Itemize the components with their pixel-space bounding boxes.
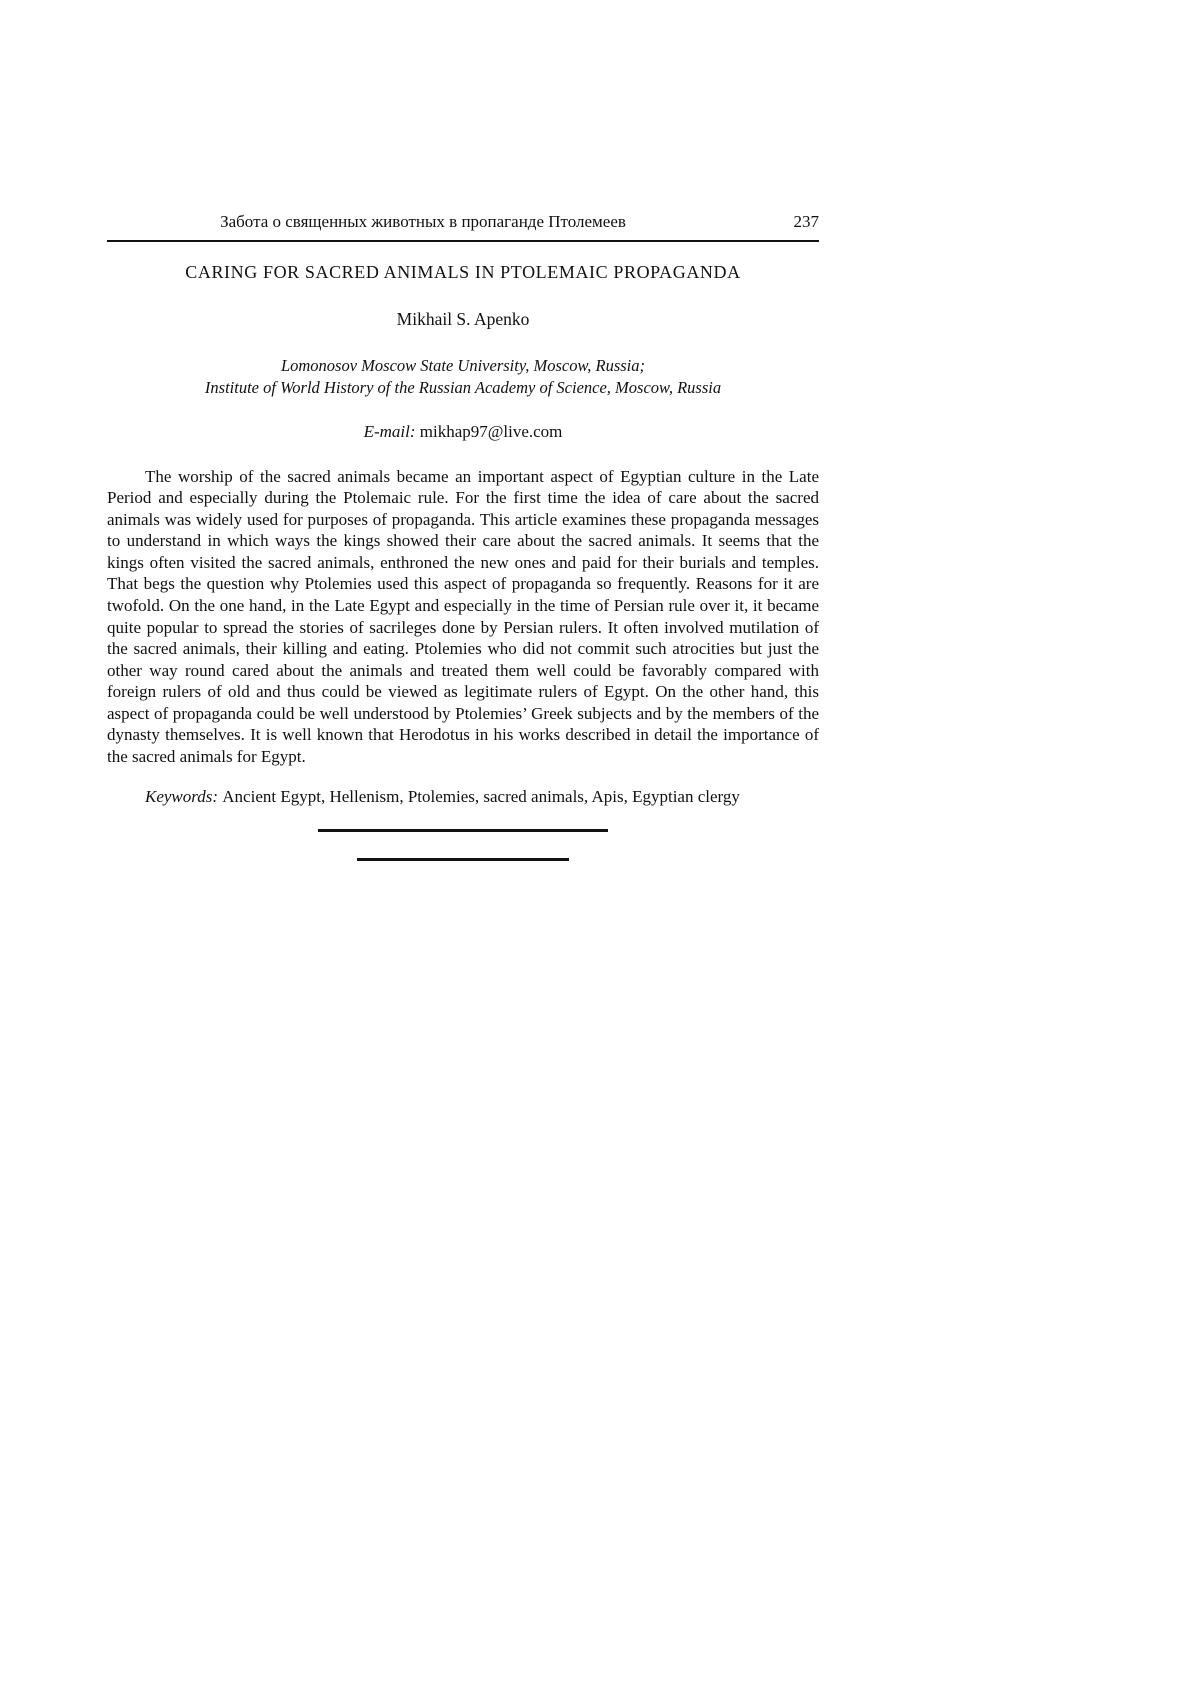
keywords-line xyxy=(107,787,819,807)
email-address: mikhap97@live.com xyxy=(419,421,563,441)
article-title: CARING FOR SACRED ANIMALS IN PTOLEMAIC PROPAGANDA xyxy=(185,262,741,282)
abstract-paragraph: The worship of the sacred animals became an important aspect of Egyptian culture in the Late Period and especially during the Ptolemaic rule. For the first time the idea of care about the sacred animals was widely used for purposes of propaganda. This article examines these propaganda messages to understand in which ways the kings showed their care about the sacred animals. It seems that the kings often visited the sacred animals, enthroned the new ones and paid for their burials and temples. That begs the question why Ptolemies used this aspect of propaganda so frequently. Reasons for it are twofold. On the one hand, in the Late Egypt and especially in the time of Persian rule over it, it became quite popular to spread the stories of sacrileges done by Persian rulers. It often involved mutilation of the sacred animals, their killing and eating. Ptolemies who did not commit such atrocities but just the other way round cared about the animals and treated them well could be favorably compared with foreign rulers of old and thus could be viewed as legitimate rulers of Egypt. On the other hand, this aspect of propaganda could be well understood by Ptolemies’ Greek subjects and by the members of the dynasty themselves. It is well known that Herodotus in his works described in detail the importance of the sacred animals for Egypt. xyxy=(107,466,819,767)
separator-rules xyxy=(107,829,819,861)
keywords-text: Ancient Egypt, Hellenism, Ptolemies, sacred animals, Apis, Egyptian clergy xyxy=(222,786,740,806)
affiliation-line-1: Lomonosov Moscow State University, Moscow, Russia; xyxy=(280,356,646,375)
keywords-label: Keywords: xyxy=(145,786,223,806)
header-rule xyxy=(107,240,819,242)
text-block xyxy=(107,212,819,861)
affiliation-line-2: Institute of World History of the Russian Academy of Science, Moscow, Russia xyxy=(204,378,722,398)
page-number: 237 xyxy=(793,212,819,231)
separator-rule-long xyxy=(318,829,608,832)
running-header-title: Забота о священных животных в пропаганде Птолемеев xyxy=(220,212,626,231)
running-header xyxy=(107,212,819,236)
email-line xyxy=(107,422,819,442)
email-label: E-mail: xyxy=(363,421,420,441)
separator-rule-short xyxy=(357,858,569,861)
author-name: Mikhail S. Apenko xyxy=(396,309,530,329)
affiliation xyxy=(107,355,819,400)
